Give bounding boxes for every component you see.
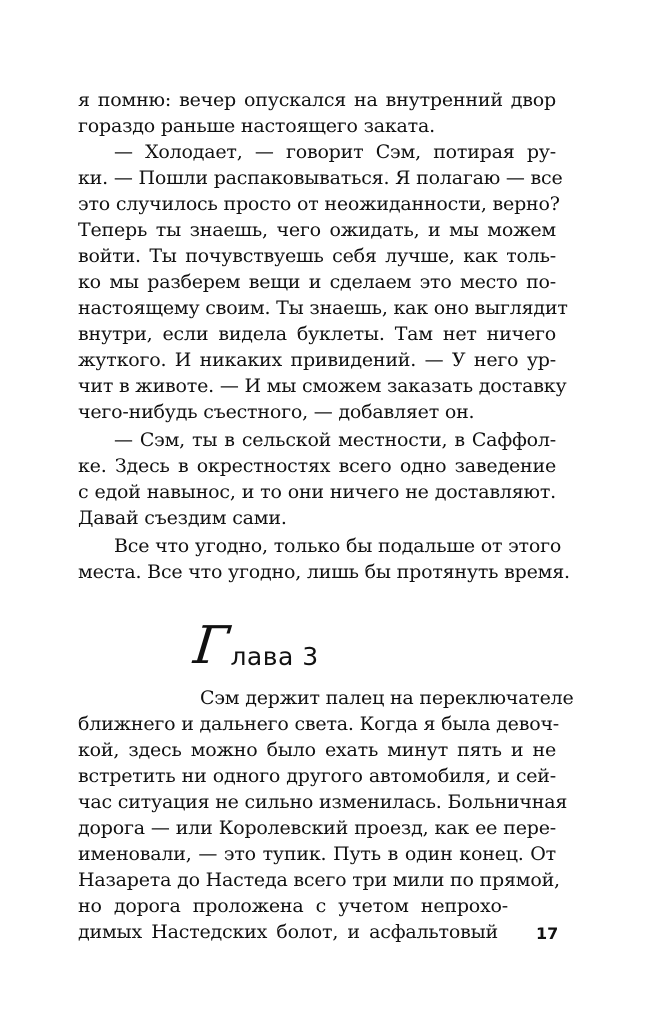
text-line: я помню: вечер опускался на внутренний двор: [78, 89, 556, 111]
text-line: войти. Ты почувствуешь себя лучше, как толь-: [78, 245, 556, 267]
text-line: чит в животе. — И мы сможем заказать доставку: [78, 375, 567, 397]
chapter-initial: Г: [190, 616, 232, 676]
text-line: Все что угодно, только бы подальше от этого: [114, 535, 562, 557]
text-line: ближнего и дальнего света. Когда я была девоч-: [78, 713, 560, 735]
text-line: места. Все что угодно, лишь бы протянуть время.: [78, 561, 570, 583]
text-line: димых Настедских болот, и асфальтовый: [78, 921, 498, 943]
page-number: 17: [536, 924, 559, 943]
text-line: дорога — или Королевский проезд, как ее пере-: [78, 817, 556, 839]
text-line: это случилось просто от неожиданности, верно?: [78, 193, 560, 215]
chapter-heading: [190, 612, 319, 676]
text-line: встретить ни одного другого автомобиля, и сей-: [78, 765, 556, 787]
text-line: Сэм держит палец на переключателе: [200, 687, 574, 709]
text-line: час ситуация не сильно изменилась. Больничная: [78, 791, 568, 813]
text-line: Теперь ты знаешь, чего ожидать, и мы можем: [78, 219, 556, 241]
text-line: ки. — Пошли распаковываться. Я полагаю — все: [78, 167, 563, 189]
text-line: настоящему своим. Ты знаешь, как оно выглядит: [78, 297, 568, 319]
text-line: с едой навынос, и то они ничего не доставляют.: [78, 481, 556, 503]
text-line: — Холодает, — говорит Сэм, потирая ру-: [114, 141, 556, 163]
text-line: но дорога проложена с учетом непрохо-: [78, 895, 508, 917]
text-line: кой, здесь можно было ехать минут пять и не: [78, 739, 556, 761]
text-line: жуткого. И никаких привидений. — У него ур-: [78, 349, 556, 371]
text-line: чего-нибудь съестного, — добавляет он.: [78, 401, 475, 423]
text-line: ке. Здесь в окрестностях всего одно заведение: [78, 455, 556, 477]
text-line: ко мы разберем вещи и сделаем это место по-: [78, 271, 556, 293]
text-line: — Сэм, ты в сельской местности, в Саффол-: [114, 429, 556, 451]
text-line: гораздо раньше настоящего заката.: [78, 115, 435, 137]
text-line: именовали, — это тупик. Путь в один конец. От: [78, 843, 556, 865]
text-line: внутри, если видела буклеты. Там нет ничего: [78, 323, 556, 345]
text-line: Давай съездим сами.: [78, 507, 287, 529]
chapter-title: лава 3: [230, 642, 319, 671]
text-line: Назарета до Настеда всего три мили по прямой,: [78, 869, 560, 891]
